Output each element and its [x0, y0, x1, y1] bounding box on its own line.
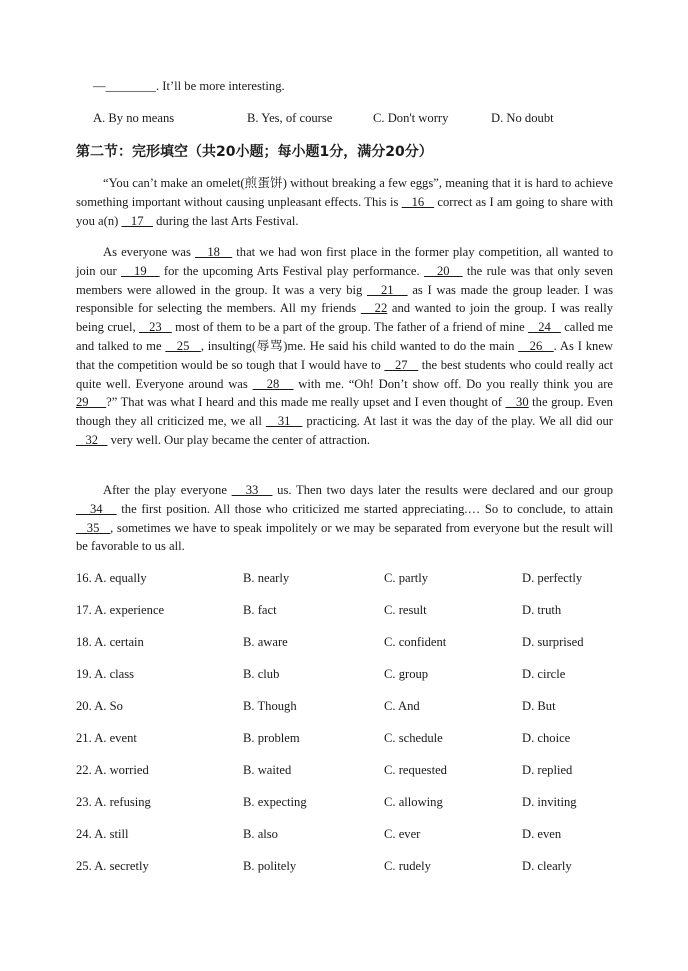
answer-option-d: D. No doubt [491, 111, 554, 125]
answer-blank: 34 [76, 501, 117, 516]
paragraph-text: and wanted to join the group. I was really being cruel, [76, 301, 614, 335]
option-b: B. Though [243, 699, 297, 713]
paragraph-text: during the last Arts Festival. [152, 213, 299, 228]
paragraph-text: the best students who could really act quite well. Everyone around was [76, 357, 613, 391]
option-b: B. also [243, 827, 278, 841]
paragraph-text: for the upcoming Arts Festival play performance. [159, 263, 424, 278]
paragraph-text: After the play everyone [103, 483, 232, 497]
answer-blank: 20 [424, 263, 463, 278]
option-c: C. partly [384, 571, 429, 585]
answer-option-c: C. Don't worry [373, 111, 449, 125]
question-row [0, 667, 688, 685]
paragraph-text: , insulting(辱骂)me. He said his child wanted to do the main [200, 338, 519, 353]
option-a: 23. A. refusing [76, 795, 151, 809]
option-b: B. aware [243, 635, 288, 649]
answer-prompt-text: . It’ll be more interesting. [155, 79, 285, 93]
option-b: B. politely [243, 859, 297, 873]
paragraph-text: us. Then two days later the results were declared and our group [272, 483, 614, 497]
option-d: D. perfectly [522, 571, 583, 585]
option-c: C. requested [384, 763, 447, 777]
answer-blank: 24 [528, 320, 561, 335]
option-d: D. inviting [522, 795, 577, 809]
paragraph-text: ?” That was what I heard and this made me really upset and I even thought of [106, 395, 506, 410]
option-a: 16. A. equally [76, 571, 147, 585]
answer-blank: 32 [76, 432, 108, 447]
answer-blank: 31 [265, 414, 303, 429]
option-a: 22. A. worried [76, 763, 149, 777]
paragraph-text: most of them to be a part of the group. The father of a friend of mine [171, 320, 529, 335]
option-c: C. ever [384, 827, 421, 841]
cloze-paragraph-3 [76, 481, 613, 556]
answer-blank: 33 [231, 483, 273, 497]
option-c: C. rudely [384, 859, 431, 873]
option-a: 21. A. event [76, 731, 137, 745]
option-a: 17. A. experience [76, 603, 165, 617]
answer-blank: 30 [505, 395, 529, 410]
question-row [0, 827, 688, 845]
question-row [0, 859, 688, 877]
answer-blank: 28 [252, 376, 294, 391]
paragraph-text: the first position. All those who criticized me started appreciating.… So to conclude, to attain [116, 501, 613, 516]
option-b: B. nearly [243, 571, 290, 585]
answer-options-row [0, 111, 688, 129]
option-b: B. club [243, 667, 280, 681]
option-a: 20. A. So [76, 699, 123, 713]
paragraph-text: correct as I am going to share with you a(n) [76, 194, 613, 228]
paragraph-text: , sometimes we have to speak impolitely or we may be separated from everyone but the result will be favorable to us all. [76, 520, 613, 554]
paragraph-text: practicing. At last it was the day of the play. We all did our [302, 414, 613, 429]
cloze-paragraph-2 [76, 243, 613, 450]
option-c: C. group [384, 667, 429, 681]
answer-blank: 19 [121, 263, 160, 278]
option-c: C. schedule [384, 731, 443, 745]
answer-blank: 17 [121, 213, 153, 228]
question-row [0, 795, 688, 813]
option-b: B. expecting [243, 795, 307, 809]
paragraph-text: very well. Our play became the center of attraction. [107, 432, 371, 447]
question-row [0, 603, 688, 621]
option-c: C. result [384, 603, 427, 617]
option-c: C. And [384, 699, 420, 713]
answer-blank: 35 [76, 520, 111, 535]
paragraph-text: with me. “Oh! Don’t show off. Do you really think you are [293, 376, 613, 391]
option-a: 24. A. still [76, 827, 129, 841]
option-d: D. surprised [522, 635, 584, 649]
option-b: B. waited [243, 763, 292, 777]
answer-option-b: B. Yes, of course [247, 111, 333, 125]
answer-blank: 21 [366, 282, 408, 297]
question-row [0, 731, 688, 749]
question-row [0, 571, 688, 589]
option-d: D. replied [522, 763, 573, 777]
option-d: D. clearly [522, 859, 572, 873]
answer-blank: 29 [76, 395, 107, 410]
option-d: D. But [522, 699, 556, 713]
answer-blank: 26 [518, 338, 554, 353]
section-heading: 第二节：完形填空（共20小题；每小题1分，满分20分） [76, 144, 433, 160]
paragraph-text: As everyone was [103, 245, 196, 259]
answer-blank: 16 [401, 194, 435, 209]
answer-blank: 27 [384, 357, 419, 372]
paragraph-text: “You can’t make an omelet(煎蛋饼) without breaking a few eggs”, meaning that it is hard to achieve something important without causing unpleasant effects. This is [76, 176, 613, 209]
answer-dash: — [93, 79, 106, 93]
question-row [0, 699, 688, 717]
paragraph-text: that we had won first place in the former play competition, all wanted to join our [76, 245, 614, 278]
cloze-paragraph-1 [76, 174, 613, 230]
answer-blank: 22 [360, 301, 388, 316]
question-row [0, 763, 688, 781]
question-row [0, 635, 688, 653]
answer-blank: ________ [105, 79, 156, 93]
option-b: B. fact [243, 603, 277, 617]
answer-blank: 23 [139, 320, 172, 335]
option-a: 19. A. class [76, 667, 135, 681]
answer-blank: 18 [195, 245, 233, 259]
option-c: C. confident [384, 635, 447, 649]
option-d: D. circle [522, 667, 566, 681]
answer-blank: 25 [165, 338, 201, 353]
option-a: 25. A. secretly [76, 859, 149, 873]
option-d: D. truth [522, 603, 562, 617]
paragraph-text: called me and talked to me [76, 320, 614, 353]
paragraph-text: . As I knew that the competition would be so tough that I would have to [76, 338, 614, 372]
option-d: D. choice [522, 731, 571, 745]
option-a: 18. A. certain [76, 635, 144, 649]
answer-prompt-line [93, 79, 285, 94]
paragraph-text: the rule was that only seven members were allowed in the group. It was a very big [76, 263, 614, 297]
option-c: C. allowing [384, 795, 443, 809]
option-b: B. problem [243, 731, 300, 745]
answer-option-a: A. By no means [93, 111, 175, 125]
paragraph-text: the group. Even though they all criticized me, we all [76, 395, 613, 429]
paragraph-text: as I was made the group leader. I was responsible for selecting the members. All my friends [76, 282, 614, 316]
option-d: D. even [522, 827, 562, 841]
